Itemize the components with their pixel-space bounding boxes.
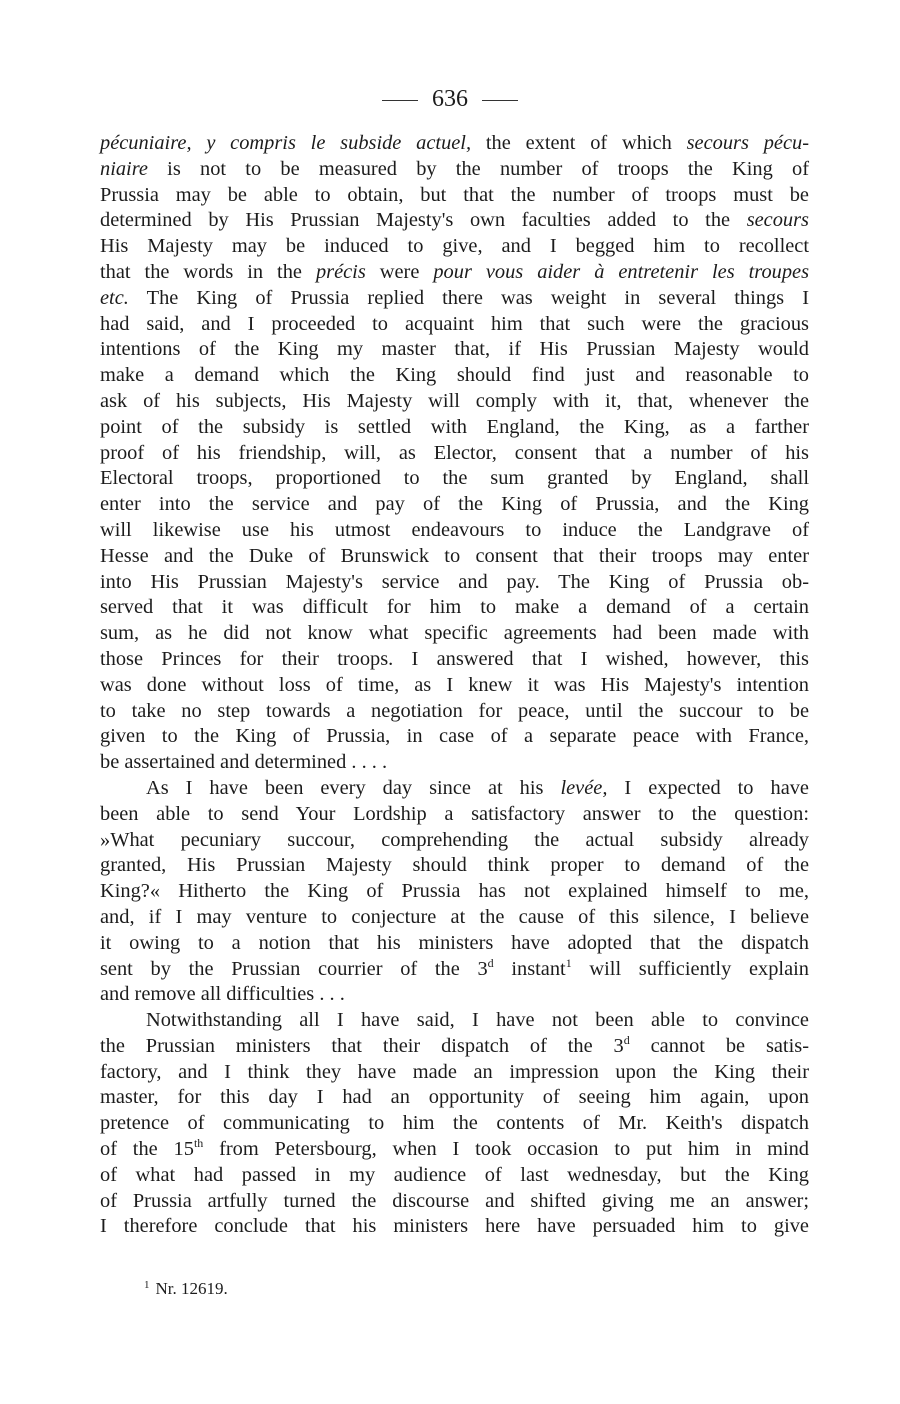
text-line <box>100 312 809 338</box>
text-line <box>100 673 809 699</box>
text-line <box>100 1163 809 1189</box>
text-run: factory, and I think they have made an impression upon the King their <box>100 1060 809 1083</box>
italic-text: pécuniaire, y compris le subside actuel, <box>100 132 472 154</box>
text-line <box>100 982 809 1008</box>
superscript: d <box>487 955 494 970</box>
text-run: point of the subsidy is settled with England, the King, as a farther <box>100 415 809 438</box>
text-run: those Princes for their troops. I answered that I wished, however, this <box>100 647 809 670</box>
text-run: the Prussian ministers that their dispatch of the 3 <box>100 1034 624 1057</box>
text-run: King?« Hitherto the King of Prussia has not explained himself to me, <box>100 880 809 903</box>
text-run: served that it was difficult for him to make a demand of a certain <box>100 596 809 619</box>
text-line <box>100 699 809 725</box>
text-line <box>100 389 809 415</box>
text-run: of Prussia artfully turned the discourse and shifted giving me an answer; <box>100 1189 809 1212</box>
superscript: 1 <box>565 955 572 970</box>
text-line <box>100 260 809 286</box>
text-run: had said, and I proceeded to acquaint him that such were the gracious <box>100 312 809 335</box>
text-line <box>100 905 809 931</box>
text-run: »What pecuniary succour, comprehending the actual subsidy already <box>100 828 809 851</box>
text-line <box>100 1085 809 1111</box>
text-line <box>100 1008 809 1034</box>
text-run: I therefore conclude that his ministers here have persuaded him to give <box>100 1215 809 1238</box>
text-line <box>100 853 809 879</box>
text-line <box>100 879 809 905</box>
text-run: Prussia may be able to obtain, but that the number of troops must be <box>100 183 809 206</box>
text-run: master, for this day I had an opportunity of seeing him again, upon <box>100 1086 809 1109</box>
text-line <box>100 647 809 673</box>
text-run: been able to send Your Lordship a satisfactory answer to the question: <box>100 802 809 825</box>
text-run: and remove all difficulties . . . <box>100 983 345 1006</box>
dash-right <box>482 100 518 101</box>
text-run: will likewise use his utmost endeavours to induce the Landgrave of <box>100 518 809 541</box>
text-line <box>100 234 809 260</box>
footnote <box>144 1278 228 1300</box>
superscript: d <box>623 1032 630 1047</box>
text-line <box>100 570 809 596</box>
italic-text: secours <box>746 209 809 232</box>
text-run: that the words in the <box>100 260 316 283</box>
text-run: of the 15 <box>100 1138 194 1161</box>
text-line <box>100 776 809 802</box>
italic-text: levée, <box>560 776 608 799</box>
text-line <box>100 1034 809 1060</box>
text-run: make a demand which the King should find just and reasonable to <box>100 364 809 387</box>
text-run: to take no step towards a negotiation for peace, until the succour to be <box>100 699 809 722</box>
text-run: and, if I may venture to conjecture at the cause of this silence, I believe <box>100 905 809 928</box>
body-text <box>100 131 809 1240</box>
text-line <box>100 466 809 492</box>
text-run: from Petersbourg, when I took occasion to put him in mind <box>203 1138 810 1161</box>
text-line <box>100 441 809 467</box>
italic-text: pour vous aider à entretenir les troupes <box>433 260 810 283</box>
italic-text: etc. <box>100 286 129 309</box>
text-line <box>100 1060 809 1086</box>
text-run: will sufficiently explain <box>571 957 809 980</box>
text-line <box>100 1189 809 1215</box>
text-run: given to the King of Prussia, in case of a separate peace with France, <box>100 725 809 748</box>
text-run: sent by the Prussian courrier of the 3 <box>100 957 488 980</box>
text-run: granted, His Prussian Majesty should think proper to demand of the <box>100 854 809 877</box>
text-run: Notwithstanding all I have said, I have not been able to convince <box>146 1009 809 1032</box>
text-run: cannot be satis- <box>629 1034 809 1057</box>
text-line <box>100 131 809 157</box>
text-line <box>100 363 809 389</box>
text-line <box>100 492 809 518</box>
text-run: determined by His Prussian Majesty's own faculties added to the <box>100 209 747 232</box>
text-line <box>100 183 809 209</box>
text-run: pretence of communicating to him the contents of Mr. Keith's dispatch <box>100 1112 809 1135</box>
text-line <box>100 1214 809 1240</box>
text-line <box>100 208 809 234</box>
text-run: enter into the service and pay of the King of Prussia, and the King <box>100 493 809 516</box>
italic-text: précis <box>315 260 366 283</box>
text-line <box>100 957 809 983</box>
text-line <box>100 1137 809 1163</box>
italic-text: niaire <box>100 157 148 180</box>
text-line <box>100 518 809 544</box>
text-run: I expected to have <box>607 776 809 799</box>
text-line <box>100 544 809 570</box>
footnote-marker: 1 <box>144 1279 150 1291</box>
text-line <box>100 337 809 363</box>
page-number-text: 636 <box>432 86 468 112</box>
text-run: As I have been every day since at his <box>146 776 561 799</box>
text-line <box>100 157 809 183</box>
text-run: the extent of which <box>471 132 687 154</box>
text-line <box>100 1111 809 1137</box>
text-run: were <box>365 260 434 283</box>
footnote-text: Nr. 12619. <box>155 1279 228 1298</box>
text-run: is not to be measured by the number of troops the King of <box>147 157 809 180</box>
superscript: th <box>193 1136 204 1151</box>
text-line <box>100 286 809 312</box>
text-run: be assertained and determined . . . . <box>100 751 388 774</box>
text-line <box>100 828 809 854</box>
text-run: of what had passed in my audience of last wednesday, but the King <box>100 1163 809 1186</box>
text-run: it owing to a notion that his ministers have adopted that the dispatch <box>100 931 809 954</box>
text-line <box>100 595 809 621</box>
text-run: His Majesty may be induced to give, and I begged him to recollect <box>100 235 809 258</box>
text-run: intentions of the King my master that, if His Prussian Majesty would <box>100 338 809 361</box>
text-run: Electoral troops, proportioned to the sum granted by England, shall <box>100 467 809 490</box>
text-run: proof of his friendship, will, as Elector, consent that a number of his <box>100 441 809 464</box>
dash-left <box>382 100 418 101</box>
text-line <box>100 621 809 647</box>
italic-text: secours pécu- <box>686 132 809 154</box>
text-line <box>100 931 809 957</box>
text-run: ask of his subjects, His Majesty will comply with it, that, whenever the <box>100 389 809 412</box>
page-number <box>0 84 900 114</box>
text-line <box>100 802 809 828</box>
text-run: sum, as he did not know what specific agreements had been made with <box>100 622 809 645</box>
text-run: The King of Prussia replied there was weight in several things I <box>128 286 809 309</box>
text-run: Hesse and the Duke of Brunswick to consent that their troops may enter <box>100 544 809 567</box>
text-run: instant <box>493 957 566 980</box>
text-line <box>100 750 809 776</box>
text-run: into His Prussian Majesty's service and pay. The King of Prussia ob- <box>100 570 809 593</box>
text-run: was done without loss of time, as I knew it was His Majesty's intention <box>100 673 809 696</box>
text-line <box>100 415 809 441</box>
text-line <box>100 724 809 750</box>
